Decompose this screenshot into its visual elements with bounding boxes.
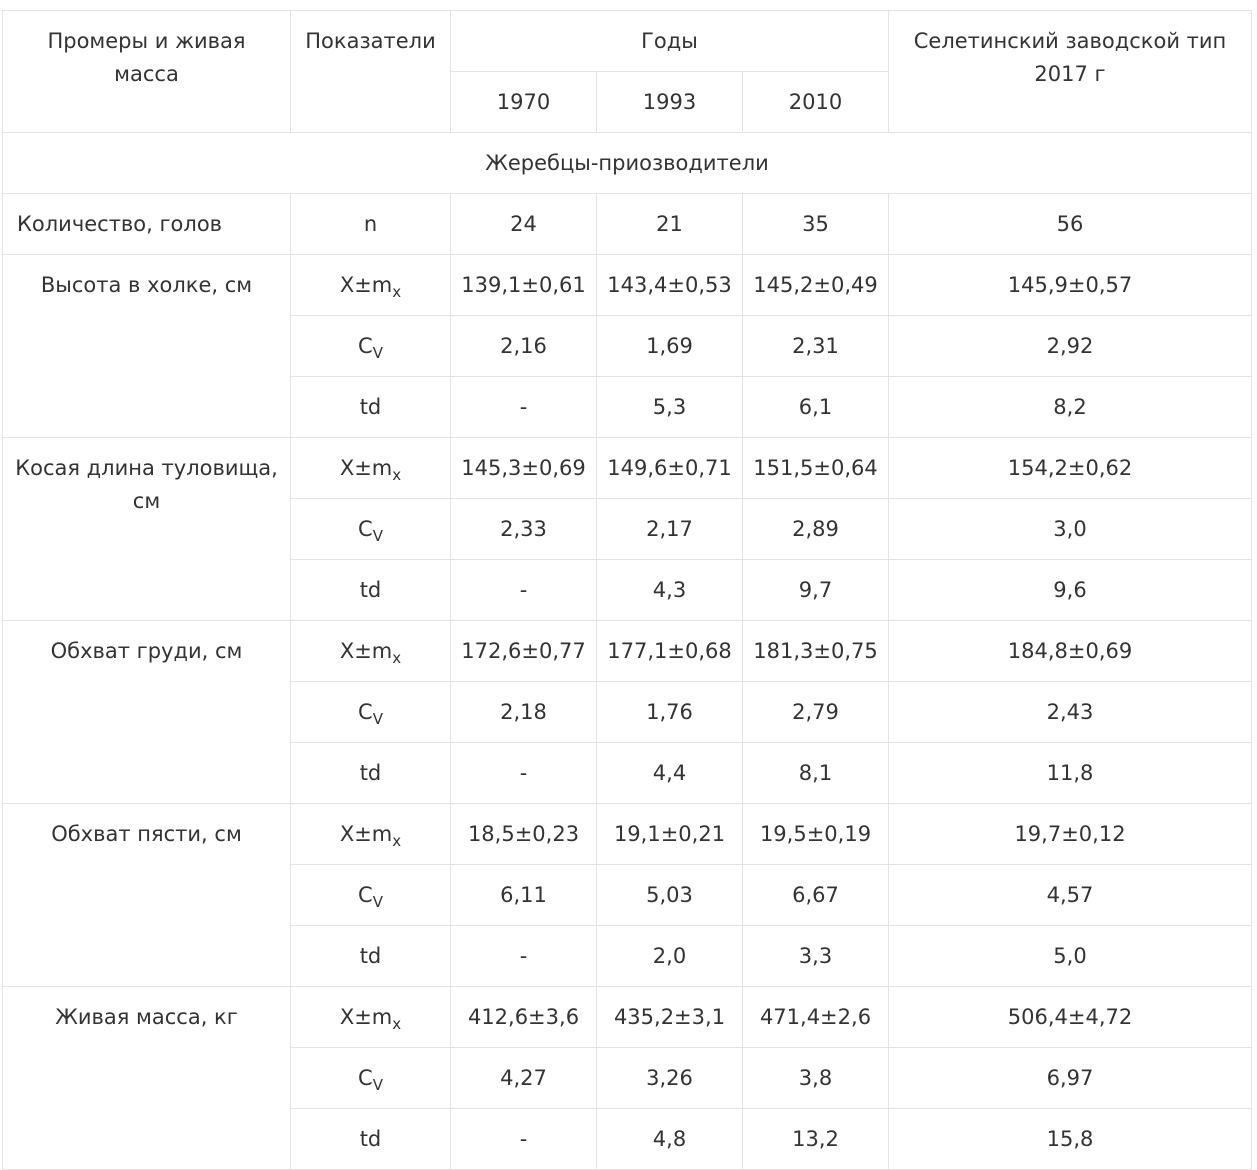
value-cell: 6,97: [889, 1048, 1252, 1109]
value-cell: 3,0: [889, 499, 1252, 560]
value-cell: 149,6±0,71: [597, 438, 743, 499]
value-cell: -: [451, 560, 597, 621]
header-years: Годы: [451, 11, 889, 72]
value-cell: 2,18: [451, 682, 597, 743]
header-row-1: [3, 11, 1252, 72]
indicator-cell: [291, 499, 451, 560]
indicator-main: C: [358, 700, 373, 724]
table-row: [3, 255, 1252, 316]
value-cell: 18,5±0,23: [451, 804, 597, 865]
value-cell: 1,69: [597, 316, 743, 377]
indicator-subscript: V: [372, 527, 383, 545]
value-cell: 3,8: [743, 1048, 889, 1109]
count-label: Количество, голов: [3, 194, 291, 255]
indicator-main: X±m: [339, 456, 393, 480]
indicator-cell: [291, 987, 451, 1048]
value-cell: 435,2±3,1: [597, 987, 743, 1048]
value-cell: -: [451, 926, 597, 987]
section-row: [3, 133, 1252, 194]
value-cell: 2,33: [451, 499, 597, 560]
value-cell: 9,7: [743, 560, 889, 621]
indicator-subscript: x: [392, 649, 402, 667]
table-row: [3, 987, 1252, 1048]
value-cell: 3,3: [743, 926, 889, 987]
value-cell: -: [451, 743, 597, 804]
indicator-cell: [291, 560, 451, 621]
indicator-main: C: [358, 517, 373, 541]
measure-label: Обхват груди, см: [3, 621, 291, 804]
indicator-cell: [291, 682, 451, 743]
indicator-main: X±m: [339, 273, 393, 297]
value-cell: 6,1: [743, 377, 889, 438]
indicator-cell: [291, 255, 451, 316]
indicator-subscript: x: [392, 283, 402, 301]
value-cell: 2,43: [889, 682, 1252, 743]
count-value: 21: [597, 194, 743, 255]
value-cell: 184,8±0,69: [889, 621, 1252, 682]
value-cell: 177,1±0,68: [597, 621, 743, 682]
header-indicator: Показатели: [291, 11, 451, 133]
value-cell: 506,4±4,72: [889, 987, 1252, 1048]
value-cell: 172,6±0,77: [451, 621, 597, 682]
value-cell: 471,4±2,6: [743, 987, 889, 1048]
value-cell: 8,1: [743, 743, 889, 804]
value-cell: 19,7±0,12: [889, 804, 1252, 865]
value-cell: 3,26: [597, 1048, 743, 1109]
indicator-main: C: [358, 1066, 373, 1090]
measure-label: Косая длина туловища, см: [3, 438, 291, 621]
value-cell: 4,57: [889, 865, 1252, 926]
indicator-cell: [291, 1109, 451, 1170]
value-cell: 5,0: [889, 926, 1252, 987]
indicator-main: td: [359, 761, 382, 785]
header-year-1993: 1993: [597, 72, 743, 133]
value-cell: 4,27: [451, 1048, 597, 1109]
indicator-cell: [291, 865, 451, 926]
value-cell: 4,4: [597, 743, 743, 804]
value-cell: 4,8: [597, 1109, 743, 1170]
count-value: 56: [889, 194, 1252, 255]
indicator-cell: [291, 438, 451, 499]
indicator-main: C: [358, 883, 373, 907]
value-cell: 2,79: [743, 682, 889, 743]
indicator-main: X±m: [339, 639, 393, 663]
value-cell: 2,16: [451, 316, 597, 377]
indicator-cell: [291, 316, 451, 377]
value-cell: 5,3: [597, 377, 743, 438]
value-cell: 6,67: [743, 865, 889, 926]
indicator-main: td: [359, 944, 382, 968]
indicator-subscript: V: [372, 710, 383, 728]
value-cell: 2,17: [597, 499, 743, 560]
header-year-2010: 2010: [743, 72, 889, 133]
count-value: 35: [743, 194, 889, 255]
value-cell: 2,0: [597, 926, 743, 987]
value-cell: -: [451, 1109, 597, 1170]
value-cell: 154,2±0,62: [889, 438, 1252, 499]
value-cell: 145,3±0,69: [451, 438, 597, 499]
value-cell: 9,6: [889, 560, 1252, 621]
table-body: [3, 133, 1252, 1170]
indicator-main: C: [358, 334, 373, 358]
indicator-subscript: x: [392, 1015, 402, 1033]
indicator-cell: [291, 743, 451, 804]
indicator-main: X±m: [339, 1005, 393, 1029]
indicator-subscript: x: [392, 832, 402, 850]
value-cell: 181,3±0,75: [743, 621, 889, 682]
value-cell: 139,1±0,61: [451, 255, 597, 316]
indicator-subscript: V: [372, 344, 383, 362]
value-cell: 412,6±3,6: [451, 987, 597, 1048]
count-value: 24: [451, 194, 597, 255]
indicator-subscript: x: [392, 466, 402, 484]
count-indicator: n: [291, 194, 451, 255]
data-table: [2, 10, 1252, 1170]
value-cell: 19,5±0,19: [743, 804, 889, 865]
header-year-1970: 1970: [451, 72, 597, 133]
measure-label: Высота в холке, см: [3, 255, 291, 438]
header-measure: Промеры и живая масса: [3, 11, 291, 133]
indicator-main: td: [359, 395, 382, 419]
header-type: Селетинский заводской тип 2017 г: [889, 11, 1252, 133]
indicator-cell: [291, 377, 451, 438]
value-cell: 8,2: [889, 377, 1252, 438]
indicator-cell: [291, 804, 451, 865]
value-cell: 2,31: [743, 316, 889, 377]
section-title: Жеребцы-приозводители: [3, 133, 1252, 194]
table-row: [3, 621, 1252, 682]
table-row: [3, 438, 1252, 499]
table-row: [3, 804, 1252, 865]
value-cell: 13,2: [743, 1109, 889, 1170]
value-cell: 2,92: [889, 316, 1252, 377]
indicator-cell: [291, 621, 451, 682]
value-cell: 1,76: [597, 682, 743, 743]
value-cell: 2,89: [743, 499, 889, 560]
value-cell: 145,2±0,49: [743, 255, 889, 316]
value-cell: 5,03: [597, 865, 743, 926]
measure-label: Живая масса, кг: [3, 987, 291, 1170]
value-cell: 11,8: [889, 743, 1252, 804]
indicator-main: td: [359, 1127, 382, 1151]
value-cell: 151,5±0,64: [743, 438, 889, 499]
indicator-main: td: [359, 578, 382, 602]
indicator-subscript: V: [372, 893, 383, 911]
count-row: [3, 194, 1252, 255]
indicator-main: X±m: [339, 822, 393, 846]
indicator-cell: [291, 1048, 451, 1109]
value-cell: -: [451, 377, 597, 438]
value-cell: 4,3: [597, 560, 743, 621]
indicator-cell: [291, 926, 451, 987]
value-cell: 143,4±0,53: [597, 255, 743, 316]
value-cell: 19,1±0,21: [597, 804, 743, 865]
value-cell: 15,8: [889, 1109, 1252, 1170]
measure-label: Обхват пясти, см: [3, 804, 291, 987]
indicator-subscript: V: [372, 1076, 383, 1094]
value-cell: 145,9±0,57: [889, 255, 1252, 316]
value-cell: 6,11: [451, 865, 597, 926]
